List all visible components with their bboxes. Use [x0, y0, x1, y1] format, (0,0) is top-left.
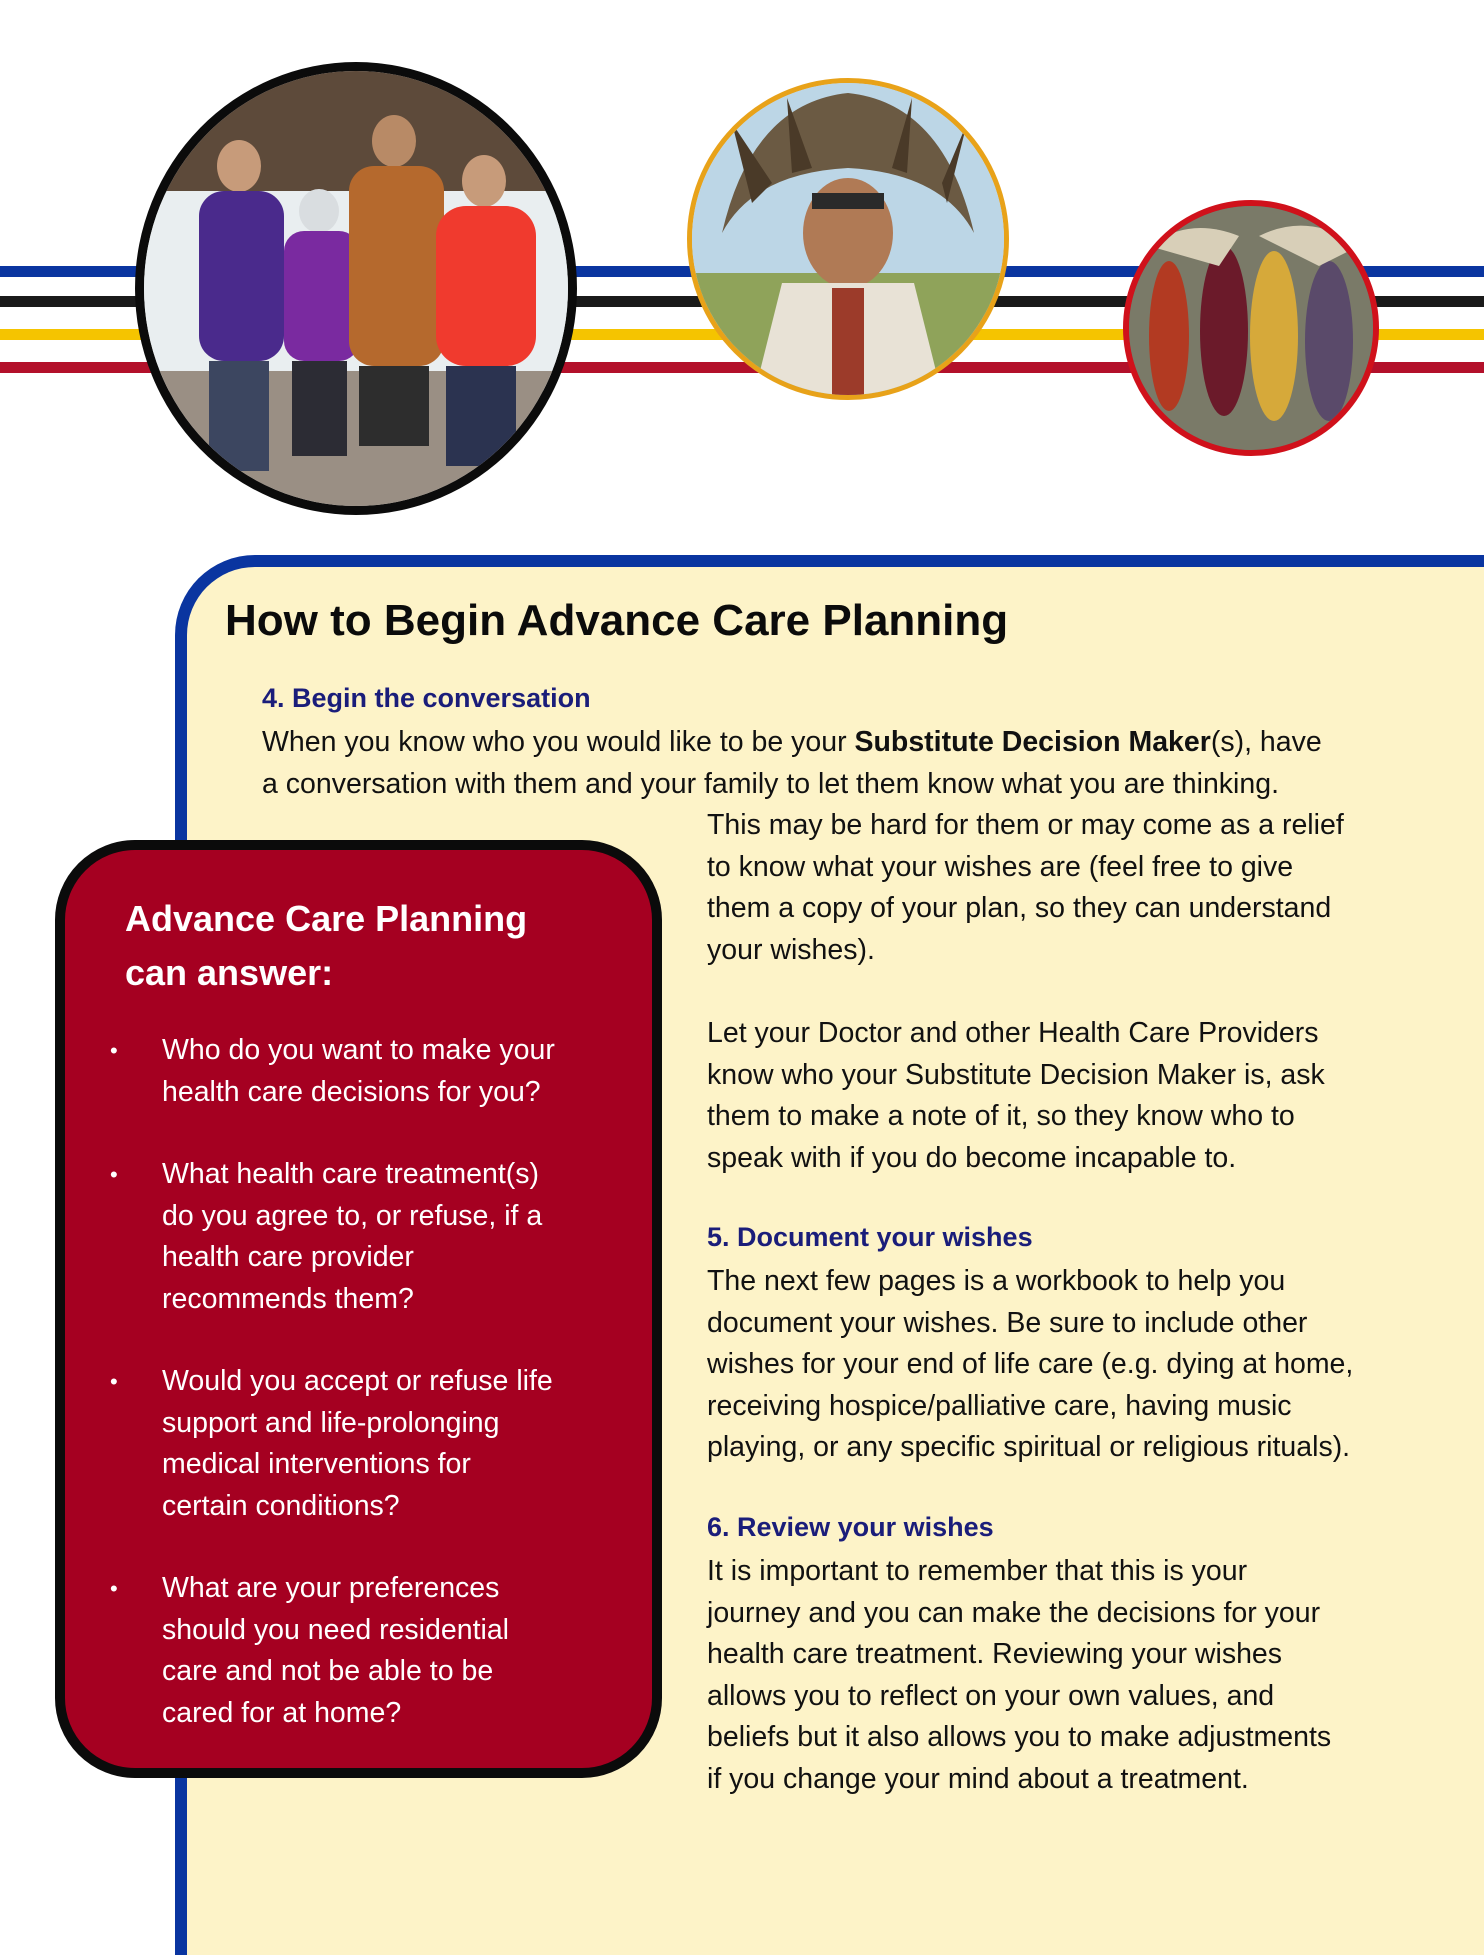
text-line: It is important to remember that this is your [707, 1555, 1248, 1587]
text-line: certain conditions? [162, 1489, 400, 1522]
section-heading-document-wishes: 5. Document your wishes [707, 1222, 1033, 1252]
substitute-decision-maker-term: Substitute Decision Maker [854, 726, 1211, 758]
text-span: (s), have [1210, 726, 1322, 758]
paragraph-relief [707, 805, 1447, 971]
text-line: document your wishes. Be sure to include other [707, 1306, 1308, 1339]
indian-corn-photo [1123, 200, 1379, 456]
chief-headdress-photo [687, 78, 1009, 400]
text-line: allows you to reflect on your own values, and [707, 1679, 1275, 1712]
text-line: playing, or any specific spiritual or religious rituals). [707, 1431, 1351, 1463]
paragraph-review-wishes [707, 1551, 1447, 1800]
callout-title-line: can answer: [125, 952, 334, 993]
paragraph-document-wishes [707, 1261, 1447, 1469]
bullet-icon: • [110, 1576, 118, 1601]
text-line: speak with if you do become incapable to. [707, 1141, 1237, 1174]
advance-care-planning-callout [55, 840, 662, 1778]
text-line: What are your preferences [162, 1572, 500, 1604]
callout-title [125, 892, 595, 1000]
text-line: care and not be able to be [162, 1655, 494, 1687]
text-line: if you change your mind about a treatment. [707, 1762, 1249, 1795]
callout-title-line: Advance Care Planning [125, 898, 528, 939]
text-line: recommends them? [162, 1282, 414, 1315]
text-line: beliefs but it also allows you to make adjustments [707, 1721, 1332, 1753]
text-line: Would you accept or refuse life [162, 1365, 553, 1397]
text-span: a conversation with them and your family to let them know what you are thinking. [262, 767, 1280, 800]
text-line: The next few pages is a workbook to help you [707, 1265, 1286, 1297]
text-line: cared for at home? [162, 1696, 402, 1729]
text-span: When you know who you would like to be your [262, 726, 855, 758]
text-line: know who your Substitute Decision Maker is, ask [707, 1058, 1325, 1091]
text-line: journey and you can make the decisions for your [707, 1596, 1321, 1629]
text-line: should you need residential [162, 1613, 509, 1646]
paragraph-health-care-providers [707, 1013, 1447, 1179]
text-line: health care treatment. Reviewing your wishes [707, 1638, 1283, 1670]
list-item [110, 1568, 620, 1734]
text-line: to know what your wishes are (feel free to give [707, 850, 1294, 883]
paragraph-begin-conversation-intro [262, 722, 1442, 805]
text-line: This may be hard for them or may come as a relief [707, 809, 1344, 841]
text-line: receiving hospice/palliative care, having music [707, 1389, 1292, 1422]
text-line: wishes for your end of life care (e.g. dying at home, [707, 1348, 1354, 1380]
page-title: How to Begin Advance Care Planning [225, 596, 1009, 645]
text-line: Let your Doctor and other Health Care Providers [707, 1017, 1319, 1049]
text-line: medical interventions for [162, 1448, 471, 1480]
callout-question-list [110, 1030, 620, 1775]
text-line: health care decisions for you? [162, 1075, 541, 1108]
text-line: health care provider [162, 1241, 414, 1273]
text-line: Who do you want to make your [162, 1034, 555, 1066]
text-line: them to make a note of it, so they know who to [707, 1100, 1295, 1132]
text-line: them a copy of your plan, so they can understand [707, 892, 1332, 924]
text-line: your wishes). [707, 933, 875, 966]
section-heading-begin-conversation: 4. Begin the conversation [262, 683, 591, 713]
text-line: What health care treatment(s) [162, 1158, 539, 1190]
bullet-icon: • [110, 1162, 118, 1187]
list-item [110, 1030, 620, 1113]
family-photo [135, 62, 577, 515]
list-item [110, 1154, 620, 1320]
text-line: do you agree to, or refuse, if a [162, 1199, 543, 1232]
bullet-icon: • [110, 1369, 118, 1394]
bullet-icon: • [110, 1038, 118, 1063]
text-line: support and life-prolonging [162, 1406, 500, 1439]
list-item [110, 1361, 620, 1527]
section-heading-review-wishes: 6. Review your wishes [707, 1512, 994, 1542]
